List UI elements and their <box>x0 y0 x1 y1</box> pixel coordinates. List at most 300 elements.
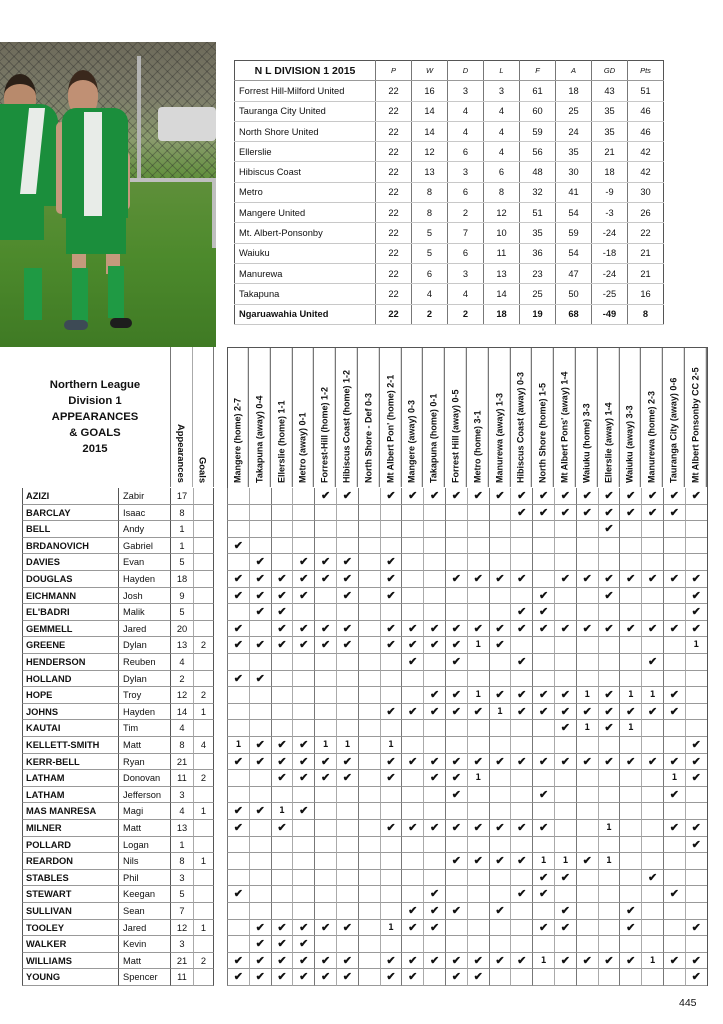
empty-cell <box>641 787 663 804</box>
stat-a: 54 <box>556 203 592 223</box>
check-icon: ✔ <box>445 770 467 787</box>
stat-p: 22 <box>376 162 412 182</box>
empty-cell <box>619 820 641 837</box>
stat-gd: 35 <box>592 121 628 141</box>
empty-cell <box>619 886 641 903</box>
check-icon: ✔ <box>685 953 707 970</box>
empty-cell <box>532 803 554 820</box>
standings-row <box>235 284 664 304</box>
stat-w: 6 <box>412 263 448 283</box>
check-icon: ✔ <box>292 737 314 754</box>
empty-cell <box>554 969 576 986</box>
stat-gd: -18 <box>592 243 628 263</box>
player-row <box>22 886 712 903</box>
goals-in-match: 1 <box>641 687 663 704</box>
stat-l: 4 <box>484 121 520 141</box>
empty-cell <box>467 936 489 953</box>
empty-cell <box>445 505 467 522</box>
player-appearances: 1 <box>170 837 193 854</box>
empty-cell <box>532 936 554 953</box>
stat-p: 22 <box>376 223 412 243</box>
check-icon: ✔ <box>663 953 685 970</box>
empty-cell <box>489 588 511 605</box>
empty-cell <box>227 687 249 704</box>
empty-cell <box>380 538 402 555</box>
check-icon: ✔ <box>532 604 554 621</box>
check-icon: ✔ <box>292 637 314 654</box>
empty-cell <box>292 853 314 870</box>
empty-cell <box>532 837 554 854</box>
empty-cell <box>532 554 554 571</box>
empty-cell <box>445 837 467 854</box>
empty-cell <box>510 969 532 986</box>
empty-cell <box>576 820 598 837</box>
standings-row <box>235 243 664 263</box>
player-surname: BARCLAY <box>22 505 118 522</box>
check-icon: ✔ <box>445 637 467 654</box>
stat-pts: 21 <box>628 243 664 263</box>
player-boot <box>64 320 88 330</box>
check-icon: ✔ <box>619 621 641 638</box>
empty-cell <box>576 803 598 820</box>
empty-cell <box>510 903 532 920</box>
empty-cell <box>467 671 489 688</box>
player-goals <box>193 554 214 571</box>
check-icon: ✔ <box>619 953 641 970</box>
player-appearances: 14 <box>170 704 193 721</box>
check-icon: ✔ <box>336 488 358 505</box>
empty-cell <box>401 604 423 621</box>
empty-cell <box>598 737 620 754</box>
player-appearances: 7 <box>170 903 193 920</box>
stat-p: 22 <box>376 304 412 324</box>
empty-cell <box>685 787 707 804</box>
empty-cell <box>619 554 641 571</box>
check-icon: ✔ <box>663 704 685 721</box>
col-header: A <box>556 61 592 81</box>
check-icon: ✔ <box>445 787 467 804</box>
check-icon: ✔ <box>249 803 271 820</box>
player-goals <box>193 754 214 771</box>
match-header: Mangere (home) 2-7 <box>227 347 249 487</box>
check-icon: ✔ <box>292 936 314 953</box>
empty-cell <box>489 554 511 571</box>
player-appearances: 4 <box>170 803 193 820</box>
empty-cell <box>292 687 314 704</box>
empty-cell <box>489 671 511 688</box>
player-goals <box>193 886 214 903</box>
goals-in-match: 1 <box>663 770 685 787</box>
title-line: Division 1 <box>68 395 122 407</box>
check-icon: ✔ <box>423 621 445 638</box>
stat-l: 6 <box>484 162 520 182</box>
title-line: Northern League <box>49 379 141 391</box>
team-name: Manurewa <box>235 263 376 283</box>
player-first-name: Jared <box>118 621 170 638</box>
check-icon: ✔ <box>423 488 445 505</box>
standings-row <box>235 182 664 202</box>
empty-cell <box>467 720 489 737</box>
empty-cell <box>401 554 423 571</box>
empty-cell <box>292 704 314 721</box>
check-icon: ✔ <box>663 488 685 505</box>
empty-cell <box>314 936 336 953</box>
player-row <box>22 671 712 688</box>
col-header: F <box>520 61 556 81</box>
player-appearances: 13 <box>170 820 193 837</box>
empty-cell <box>358 720 380 737</box>
goals-in-match: 1 <box>619 720 641 737</box>
team-name: Takapuna <box>235 284 376 304</box>
team-name: Mangere United <box>235 203 376 223</box>
match-header: Mt Albert Ponsonby CC 2-5 <box>685 347 707 487</box>
player-first-name: Magi <box>118 803 170 820</box>
check-icon: ✔ <box>249 936 271 953</box>
player-appearances: 11 <box>170 770 193 787</box>
check-icon: ✔ <box>249 737 271 754</box>
player-row <box>22 554 712 571</box>
player-appearances: 5 <box>170 554 193 571</box>
check-icon: ✔ <box>489 571 511 588</box>
match-header: Manurewa (away) 1-3 <box>489 347 511 487</box>
empty-cell <box>598 886 620 903</box>
empty-cell <box>423 604 445 621</box>
player-goals <box>193 720 214 737</box>
check-icon: ✔ <box>532 787 554 804</box>
empty-cell <box>532 521 554 538</box>
check-icon: ✔ <box>401 654 423 671</box>
empty-cell <box>467 803 489 820</box>
empty-cell <box>249 538 271 555</box>
standings-row <box>235 162 664 182</box>
check-icon: ✔ <box>598 687 620 704</box>
empty-cell <box>380 671 402 688</box>
check-icon: ✔ <box>532 621 554 638</box>
empty-cell <box>314 588 336 605</box>
player-surname: MAS MANRESA <box>22 803 118 820</box>
standings-row <box>235 223 664 243</box>
empty-cell <box>292 654 314 671</box>
check-icon: ✔ <box>554 621 576 638</box>
empty-cell <box>576 671 598 688</box>
standings-row <box>235 81 664 101</box>
empty-cell <box>423 803 445 820</box>
check-icon: ✔ <box>336 953 358 970</box>
goals-in-match: 1 <box>227 737 249 754</box>
check-icon: ✔ <box>445 687 467 704</box>
match-header: Forrest-Hill (home) 1-2 <box>314 347 336 487</box>
empty-cell <box>227 770 249 787</box>
check-icon: ✔ <box>489 754 511 771</box>
check-icon: ✔ <box>249 754 271 771</box>
check-icon: ✔ <box>510 754 532 771</box>
stat-l: 4 <box>484 142 520 162</box>
empty-cell <box>380 886 402 903</box>
empty-cell <box>271 837 293 854</box>
check-icon: ✔ <box>467 754 489 771</box>
empty-cell <box>292 538 314 555</box>
match-header: North Shore - Def 0-3 <box>358 347 380 487</box>
empty-cell <box>249 488 271 505</box>
player-goals <box>193 820 214 837</box>
empty-cell <box>510 637 532 654</box>
empty-cell <box>467 787 489 804</box>
empty-cell <box>641 886 663 903</box>
empty-cell <box>336 870 358 887</box>
player-surname: EICHMANN <box>22 588 118 605</box>
empty-cell <box>292 488 314 505</box>
empty-cell <box>576 588 598 605</box>
empty-cell <box>227 521 249 538</box>
empty-cell <box>292 886 314 903</box>
check-icon: ✔ <box>663 787 685 804</box>
check-icon: ✔ <box>336 754 358 771</box>
stat-w: 13 <box>412 162 448 182</box>
check-icon: ✔ <box>619 571 641 588</box>
player-first-name: Donovan <box>118 770 170 787</box>
empty-cell <box>358 969 380 986</box>
stat-w: 14 <box>412 121 448 141</box>
check-icon: ✔ <box>532 886 554 903</box>
goals-in-match: 1 <box>641 953 663 970</box>
stat-l: 8 <box>484 182 520 202</box>
check-icon: ✔ <box>510 687 532 704</box>
stat-d: 4 <box>448 284 484 304</box>
player-first-name: Logan <box>118 837 170 854</box>
stat-a: 47 <box>556 263 592 283</box>
empty-cell <box>249 903 271 920</box>
player-surname: DOUGLAS <box>22 571 118 588</box>
stat-gd: -9 <box>592 182 628 202</box>
empty-cell <box>445 920 467 937</box>
check-icon: ✔ <box>445 903 467 920</box>
standings-title: N L DIVISION 1 2015 <box>235 61 376 81</box>
fence-post <box>137 56 141 180</box>
player-surname: GEMMELL <box>22 621 118 638</box>
empty-cell <box>619 538 641 555</box>
empty-cell <box>685 936 707 953</box>
player-goals: 2 <box>193 687 214 704</box>
check-icon: ✔ <box>576 571 598 588</box>
empty-cell <box>576 521 598 538</box>
empty-cell <box>510 671 532 688</box>
empty-cell <box>271 687 293 704</box>
empty-cell <box>249 770 271 787</box>
player-first-name: Gabriel <box>118 538 170 555</box>
check-icon: ✔ <box>336 920 358 937</box>
empty-cell <box>663 870 685 887</box>
empty-cell <box>641 637 663 654</box>
check-icon: ✔ <box>292 953 314 970</box>
empty-cell <box>358 853 380 870</box>
check-icon: ✔ <box>380 588 402 605</box>
empty-cell <box>314 870 336 887</box>
empty-cell <box>576 920 598 937</box>
check-icon: ✔ <box>227 820 249 837</box>
empty-cell <box>401 521 423 538</box>
empty-cell <box>619 936 641 953</box>
player-row <box>22 538 712 555</box>
empty-cell <box>423 870 445 887</box>
check-icon: ✔ <box>510 654 532 671</box>
check-icon: ✔ <box>467 853 489 870</box>
empty-cell <box>489 654 511 671</box>
goals-in-match: 1 <box>467 770 489 787</box>
empty-cell <box>598 936 620 953</box>
stat-l: 3 <box>484 81 520 101</box>
empty-cell <box>271 870 293 887</box>
check-icon: ✔ <box>271 754 293 771</box>
empty-cell <box>292 787 314 804</box>
empty-cell <box>576 886 598 903</box>
van <box>158 107 216 141</box>
player-row <box>22 720 712 737</box>
player-goals <box>193 488 214 505</box>
empty-cell <box>292 521 314 538</box>
col-header: L <box>484 61 520 81</box>
player-surname: TOOLEY <box>22 920 118 937</box>
check-icon: ✔ <box>227 621 249 638</box>
player-surname: DAVIES <box>22 554 118 571</box>
empty-cell <box>380 505 402 522</box>
empty-cell <box>445 671 467 688</box>
empty-cell <box>445 803 467 820</box>
empty-cell <box>685 654 707 671</box>
stat-p: 22 <box>376 121 412 141</box>
empty-cell <box>401 936 423 953</box>
stat-a: 25 <box>556 101 592 121</box>
stat-f: 48 <box>520 162 556 182</box>
check-icon: ✔ <box>271 920 293 937</box>
check-icon: ✔ <box>314 969 336 986</box>
check-icon: ✔ <box>554 754 576 771</box>
check-icon: ✔ <box>685 488 707 505</box>
check-icon: ✔ <box>401 637 423 654</box>
stat-d: 2 <box>448 304 484 324</box>
empty-cell <box>489 604 511 621</box>
empty-cell <box>467 654 489 671</box>
team-name: Ngaruawahia United <box>235 304 376 324</box>
empty-cell <box>314 820 336 837</box>
player-goals: 1 <box>193 803 214 820</box>
player-first-name: Jared <box>118 920 170 937</box>
empty-cell <box>271 654 293 671</box>
check-icon: ✔ <box>423 754 445 771</box>
check-icon: ✔ <box>685 770 707 787</box>
stat-pts: 30 <box>628 182 664 202</box>
team-name: Ellerslie <box>235 142 376 162</box>
empty-cell <box>641 820 663 837</box>
empty-cell <box>227 488 249 505</box>
empty-cell <box>510 588 532 605</box>
check-icon: ✔ <box>598 621 620 638</box>
check-icon: ✔ <box>314 953 336 970</box>
col-header: W <box>412 61 448 81</box>
empty-cell <box>532 571 554 588</box>
empty-cell <box>489 969 511 986</box>
goals-in-match: 1 <box>576 687 598 704</box>
check-icon: ✔ <box>532 704 554 721</box>
empty-cell <box>227 837 249 854</box>
player-surname: SULLIVAN <box>22 903 118 920</box>
player-sock <box>108 266 124 318</box>
player-appearances: 5 <box>170 604 193 621</box>
player-sock <box>24 268 42 320</box>
check-icon: ✔ <box>249 671 271 688</box>
empty-cell <box>401 505 423 522</box>
check-icon: ✔ <box>641 621 663 638</box>
player-appearances: 13 <box>170 637 193 654</box>
goals-in-match: 1 <box>271 803 293 820</box>
player-first-name: Josh <box>118 588 170 605</box>
empty-cell <box>314 505 336 522</box>
empty-cell <box>489 837 511 854</box>
player-surname: WALKER <box>22 936 118 953</box>
empty-cell <box>249 687 271 704</box>
empty-cell <box>336 704 358 721</box>
check-icon: ✔ <box>510 820 532 837</box>
empty-cell <box>576 787 598 804</box>
stat-l: 14 <box>484 284 520 304</box>
empty-cell <box>489 737 511 754</box>
empty-cell <box>292 870 314 887</box>
empty-cell <box>554 588 576 605</box>
check-icon: ✔ <box>619 920 641 937</box>
check-icon: ✔ <box>467 488 489 505</box>
empty-cell <box>292 820 314 837</box>
player-surname: AZIZI <box>22 488 118 505</box>
player-goals: 1 <box>193 853 214 870</box>
stat-pts: 42 <box>628 142 664 162</box>
empty-cell <box>423 521 445 538</box>
stat-gd: 43 <box>592 81 628 101</box>
check-icon: ✔ <box>423 953 445 970</box>
standings-row <box>235 263 664 283</box>
empty-cell <box>598 538 620 555</box>
empty-cell <box>641 720 663 737</box>
player-goals: 2 <box>193 953 214 970</box>
player-appearances: 17 <box>170 488 193 505</box>
check-icon: ✔ <box>554 488 576 505</box>
empty-cell <box>358 588 380 605</box>
empty-cell <box>336 720 358 737</box>
empty-cell <box>380 787 402 804</box>
check-icon: ✔ <box>598 704 620 721</box>
check-icon: ✔ <box>227 969 249 986</box>
player-row <box>22 604 712 621</box>
stat-l: 12 <box>484 203 520 223</box>
empty-cell <box>227 936 249 953</box>
col-header: Pts <box>628 61 664 81</box>
empty-cell <box>467 588 489 605</box>
empty-cell <box>314 671 336 688</box>
appearances-title <box>22 347 168 487</box>
stat-a: 30 <box>556 162 592 182</box>
match-header: Metro (away) 0-1 <box>292 347 314 487</box>
check-icon: ✔ <box>292 588 314 605</box>
empty-cell <box>641 588 663 605</box>
empty-cell <box>598 803 620 820</box>
empty-cell <box>271 505 293 522</box>
empty-cell <box>358 936 380 953</box>
stat-d: 4 <box>448 121 484 141</box>
match-header: Ellerslie (away) 1-4 <box>598 347 620 487</box>
player-goals <box>193 588 214 605</box>
check-icon: ✔ <box>685 588 707 605</box>
stat-pts: 16 <box>628 284 664 304</box>
player-appearances: 20 <box>170 621 193 638</box>
empty-cell <box>576 770 598 787</box>
